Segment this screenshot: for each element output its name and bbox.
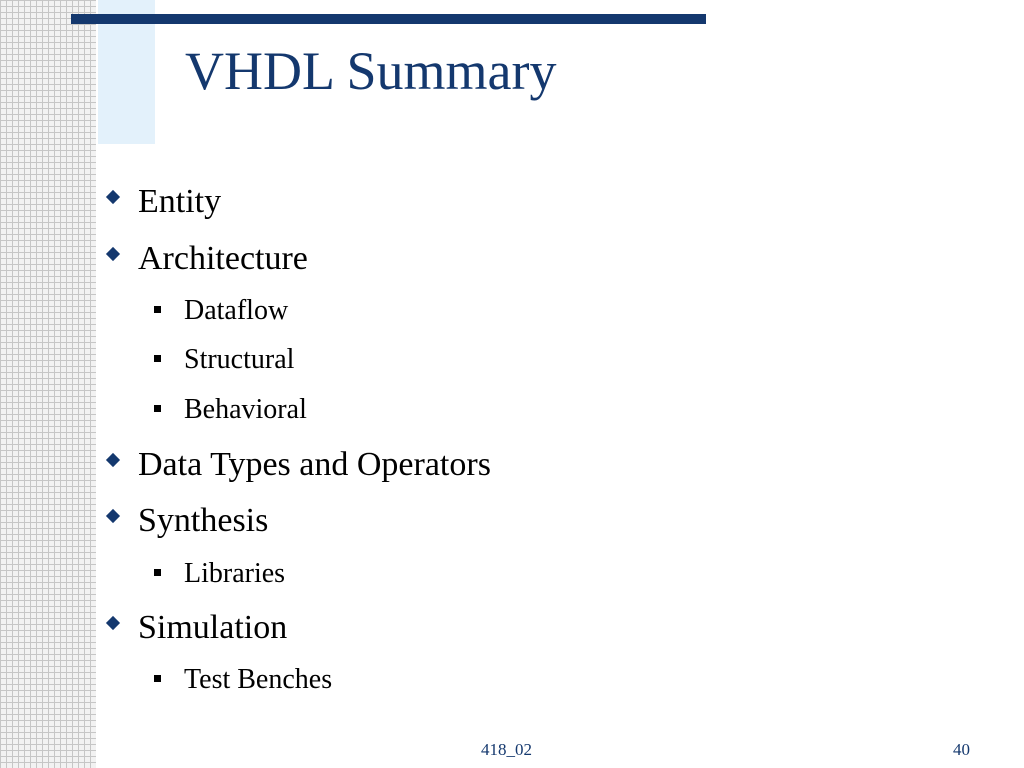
bullet-text: Data Types and Operators bbox=[138, 446, 491, 483]
square-bullet-icon bbox=[154, 569, 161, 576]
square-bullet-icon bbox=[154, 675, 161, 682]
bullet-item bbox=[108, 182, 221, 222]
diamond-bullet-icon bbox=[106, 247, 120, 261]
sub-bullet-item bbox=[154, 393, 307, 427]
diamond-bullet-icon bbox=[106, 190, 120, 204]
bullet-text: Architecture bbox=[138, 240, 308, 277]
slide-title: VHDL Summary bbox=[185, 41, 557, 101]
title-rule bbox=[71, 14, 706, 24]
page-number: 40 bbox=[953, 740, 970, 759]
bullet-text: Entity bbox=[138, 183, 222, 220]
bullet-item bbox=[108, 239, 308, 279]
sub-bullet-item bbox=[154, 343, 294, 377]
sub-bullet-text: Behavioral bbox=[184, 394, 307, 425]
diamond-bullet-icon bbox=[106, 453, 120, 467]
bullet-item bbox=[108, 501, 268, 541]
bullet-text: Simulation bbox=[138, 609, 288, 646]
footer-label: 418_02 bbox=[481, 740, 532, 759]
sub-bullet-item bbox=[154, 294, 288, 328]
sub-bullet-text: Libraries bbox=[184, 558, 286, 589]
diamond-bullet-icon bbox=[106, 509, 120, 523]
diamond-bullet-icon bbox=[106, 616, 120, 630]
square-bullet-icon bbox=[154, 306, 161, 313]
bullet-text: Synthesis bbox=[138, 502, 269, 539]
sub-bullet-item bbox=[154, 663, 332, 697]
bullet-item bbox=[108, 445, 491, 485]
square-bullet-icon bbox=[154, 355, 161, 362]
sub-bullet-item bbox=[154, 557, 285, 591]
bullet-item bbox=[108, 608, 287, 648]
sub-bullet-text: Structural bbox=[184, 344, 295, 375]
square-bullet-icon bbox=[154, 405, 161, 412]
grid-decoration bbox=[0, 0, 96, 768]
sub-bullet-text: Dataflow bbox=[184, 295, 289, 326]
sub-bullet-text: Test Benches bbox=[184, 664, 333, 695]
